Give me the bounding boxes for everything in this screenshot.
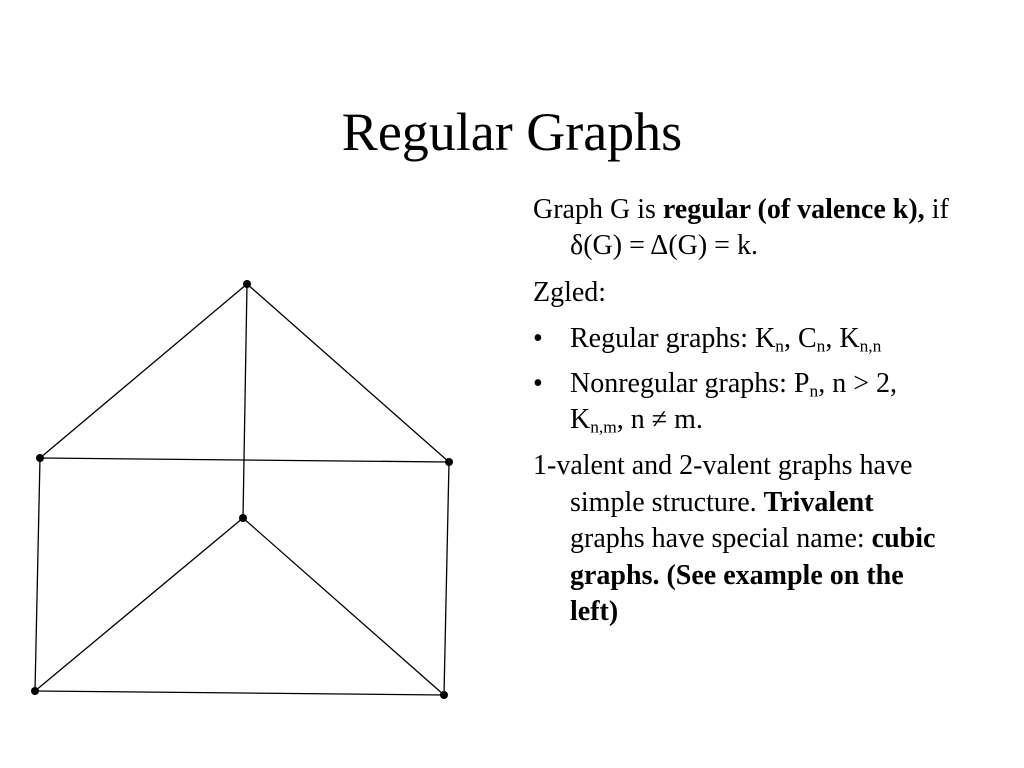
regular-text-2: , C <box>783 323 817 355</box>
nonregular-sub-1: n <box>809 380 819 400</box>
graph-vertices <box>31 280 453 699</box>
list-item-regular <box>533 321 953 357</box>
nonregular-text-1: Nonregular graphs: P <box>570 367 810 399</box>
nonregular-text-2: , n > 2, K <box>570 367 897 435</box>
closing-bold-1: Trivalent <box>763 486 874 518</box>
example-label: Zgled: <box>533 276 607 308</box>
graph-vertex-d <box>239 514 247 522</box>
bullet-icon: • <box>533 323 543 355</box>
graph-edge-b-e <box>35 458 40 691</box>
graph-edge-d-f <box>243 518 444 695</box>
closing-paragraph <box>533 448 953 630</box>
graph-vertex-c <box>445 458 453 466</box>
definition-paragraph <box>533 192 953 265</box>
graph-edge-a-c <box>247 284 449 462</box>
closing-bold-2: cubic graphs. (See example on the left) <box>570 523 936 627</box>
graph-vertex-e <box>31 687 39 695</box>
regular-text-1: Regular graphs: K <box>570 323 776 355</box>
regular-sub-1: n <box>775 336 784 356</box>
list-item-nonregular <box>533 366 953 439</box>
cubic-graph-figure <box>0 0 470 768</box>
nonregular-text-3: , n ≠ m. <box>616 403 703 435</box>
closing-text-1: 1-valent and 2-valent graphs have simple structure. <box>533 450 913 518</box>
regular-sub-3: n,n <box>859 336 882 356</box>
definition-bold-term: regular (of valence k), <box>662 194 925 225</box>
definition-text-1: Graph G is <box>533 194 663 225</box>
slide-title: Regular Graphs <box>341 102 683 162</box>
closing-text-2: graphs have special name: <box>570 523 872 555</box>
graph-edge-d-e <box>35 518 243 691</box>
graph-edge-a-d <box>243 284 247 518</box>
definition-text-2: if δ(G) = Δ(G) = k. <box>570 194 949 262</box>
graph-vertex-b <box>36 454 44 462</box>
graph-edges <box>35 284 449 695</box>
example-list <box>533 321 953 438</box>
slide-body <box>533 192 953 640</box>
graph-edge-c-f <box>444 462 449 695</box>
graph-edge-e-f <box>35 691 444 695</box>
graph-vertex-f <box>440 691 448 699</box>
nonregular-sub-2: n,m <box>590 417 617 437</box>
regular-sub-2: n <box>816 336 826 356</box>
regular-text-3: , K <box>825 323 860 355</box>
graph-vertex-a <box>243 280 251 288</box>
graph-edge-a-b <box>40 284 247 458</box>
bullet-icon: • <box>533 367 543 399</box>
